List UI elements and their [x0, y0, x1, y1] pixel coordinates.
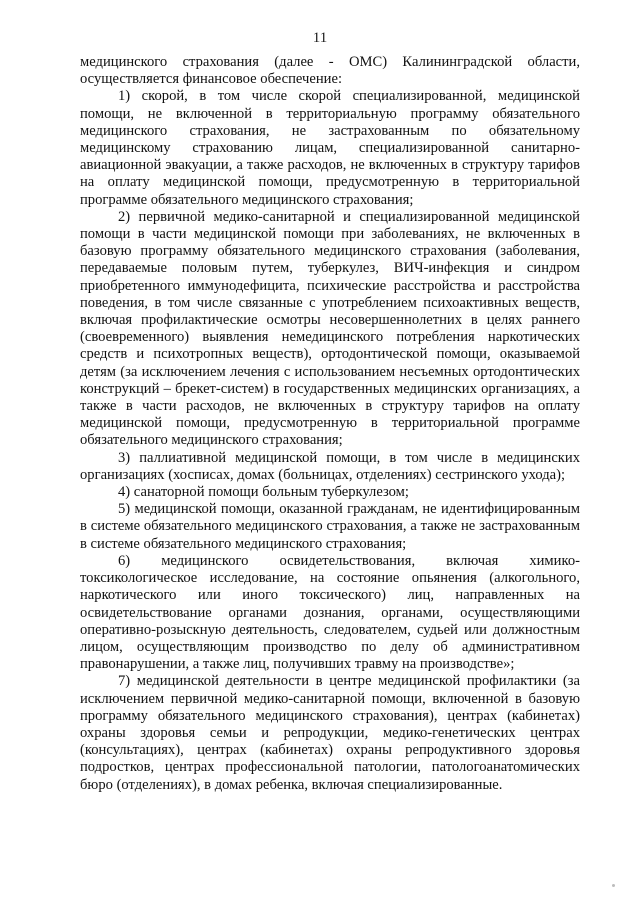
paragraph-intro: медицинского страхования (далее - ОМС) Калининградской области, осуществляется финансовое обеспечение:	[80, 54, 580, 88]
paragraph-item-3: 3) паллиативной медицинской помощи, в том числе в медицинских организациях (хосписах, домах (больницах, отделениях) сестринского ухода);	[80, 449, 580, 483]
document-body	[80, 54, 580, 794]
paragraph-item-4: 4) санаторной помощи больным туберкулезом;	[118, 484, 409, 501]
paragraph-item-2: 2) первичной медико-санитарной и специализированной медицинской помощи в части медицинской помощи при заболеваниях, не включенных в базовую программу обязательного медицинского страхования (заболевания, передаваемые половым путем, туберкулез, ВИЧ-инфекция и синдром приобретенного иммунодефицита, психические расстройства и расстройства поведения, в том числе связанные с употреблением психоактивных веществ, включая профилактические осмотры несовершеннолетних в целях раннего (своевременного) выявления немедицинского потребления наркотических средств и психотропных веществ), ортодонтической помощи, оказываемой детям (за исключением лечения с использованием несъемных ортодонтических конструкций – брекет-систем) в государственных медицинских организациях, а также в части расходов, не включенных в структуру тарифов на оплату медицинской помощи, предусмотренную в территориальной программе обязательного медицинского страхования;	[80, 208, 580, 449]
paragraph-item-1: 1) скорой, в том числе скорой специализированной, медицинской помощи, не включенной в территориальную программу обязательного медицинского страхования, не застрахованным по обязательному медицинскому страхованию лицам, специализированной санитарно-авиационной эвакуации, а также расходов, не включенных в структуру тарифов на оплату медицинской помощи, предусмотренную в территориальной программе обязательного медицинского страхования;	[80, 88, 580, 208]
page-number: 11	[312, 30, 328, 46]
paragraph-item-6: 6) медицинского освидетельствования, включая химико-токсикологическое исследование, на состояние опьянения (алкогольного, наркотического или иного токсического) лиц, направленных на освидетельствование органами дознания, органами, осуществляющими оперативно-розыскную деятельность, следователем, судьей или должностным лицом, осуществляющим производство по делу об административном правонарушении, а также лиц, получивших травму на производстве»;	[80, 552, 580, 673]
scan-speck	[612, 884, 615, 887]
paragraph-item-5: 5) медицинской помощи, оказанной гражданам, не идентифицированным в системе обязательного медицинского страхования, а также не застрахованным в системе обязательного медицинского страхования;	[80, 501, 580, 552]
paragraph-item-7: 7) медицинской деятельности в центре медицинской профилактики (за исключением первичной медико-санитарной помощи, включенной в базовую программу обязательного медицинского страхования), центрах (кабинетах) охраны здоровья семьи и репродукции, медико-генетических центрах (консультациях), центрах (кабинетах) охраны репродуктивного здоровья подростков, центрах профессиональной патологии, патологоанатомических бюро (отделениях), в домах ребенка, включая специализированные.	[80, 673, 580, 793]
